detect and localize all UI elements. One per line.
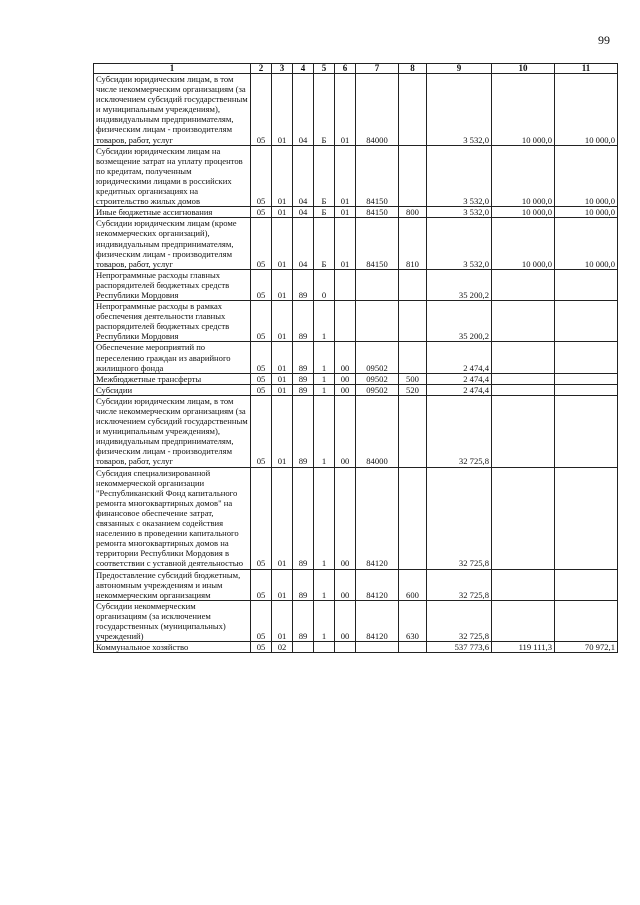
table-cell [293, 642, 314, 653]
table-cell: 01 [335, 207, 356, 218]
table-cell: 1 [314, 395, 335, 467]
table-cell: 05 [251, 269, 272, 300]
table-cell: 89 [293, 269, 314, 300]
table-cell: 09502 [356, 373, 399, 384]
table-cell: 05 [251, 642, 272, 653]
table-cell: 537 773,6 [427, 642, 492, 653]
table-cell [356, 642, 399, 653]
table-cell [492, 269, 555, 300]
table-cell [492, 467, 555, 569]
table-cell [555, 600, 618, 641]
table-cell: 01 [272, 569, 293, 600]
table-cell: 01 [272, 373, 293, 384]
table-cell: 89 [293, 301, 314, 342]
table-cell [399, 395, 427, 467]
table-cell: 0 [314, 269, 335, 300]
table-cell [492, 384, 555, 395]
table-cell [555, 342, 618, 373]
table-cell: 84120 [356, 467, 399, 569]
table-cell [399, 74, 427, 146]
column-header: 2 [251, 64, 272, 74]
table-cell [555, 373, 618, 384]
table-row [94, 269, 618, 300]
row-name-cell: Субсидии юридическим лицам, в том числе некоммерческим организациям (за исключением субсидий государственным и муниципальным учреждениям), индивидуальным предпринимателям, физическим лицам - производителям товаров, работ, услуг [94, 74, 251, 146]
column-header: 11 [555, 64, 618, 74]
column-header: 10 [492, 64, 555, 74]
table-cell: 10 000,0 [555, 74, 618, 146]
table-cell: 10 000,0 [492, 74, 555, 146]
table-cell [492, 600, 555, 641]
table-row [94, 569, 618, 600]
table-cell: Б [314, 74, 335, 146]
table-cell: 01 [272, 342, 293, 373]
column-header: 4 [293, 64, 314, 74]
table-cell: 84000 [356, 74, 399, 146]
table-cell [492, 373, 555, 384]
row-name-cell: Субсидии юридическим лицам на возмещение затрат на уплату процентов по кредитам, полученным юридическими лицами в российских кредитных организациях на строительство жилых домов [94, 145, 251, 207]
table-cell: 32 725,8 [427, 600, 492, 641]
table-cell: 2 474,4 [427, 342, 492, 373]
row-name-cell: Непрограммные расходы главных распорядителей бюджетных средств Республики Мордовия [94, 269, 251, 300]
table-cell: 89 [293, 395, 314, 467]
table-cell: 04 [293, 145, 314, 207]
table-cell: 84150 [356, 218, 399, 269]
table-cell: 500 [399, 373, 427, 384]
table-cell [492, 569, 555, 600]
table-cell: 04 [293, 218, 314, 269]
table-cell: 1 [314, 342, 335, 373]
table-cell: 02 [272, 642, 293, 653]
table-cell [356, 301, 399, 342]
table-cell: 10 000,0 [555, 207, 618, 218]
table-cell [492, 301, 555, 342]
table-cell: 89 [293, 373, 314, 384]
table-cell: 05 [251, 218, 272, 269]
table-cell: 05 [251, 373, 272, 384]
table-cell: 05 [251, 145, 272, 207]
table-cell: 10 000,0 [555, 145, 618, 207]
row-name-cell: Коммунальное хозяйство [94, 642, 251, 653]
table-cell: 04 [293, 207, 314, 218]
table-cell [555, 301, 618, 342]
table-cell: 05 [251, 384, 272, 395]
table-cell: 05 [251, 301, 272, 342]
table-cell [335, 301, 356, 342]
table-cell: 09502 [356, 384, 399, 395]
table-cell: 89 [293, 569, 314, 600]
table-cell: 10 000,0 [492, 145, 555, 207]
table-cell: 04 [293, 74, 314, 146]
table-cell: 35 200,2 [427, 269, 492, 300]
table-cell: 10 000,0 [492, 207, 555, 218]
table-cell: 05 [251, 395, 272, 467]
table-cell: 1 [314, 373, 335, 384]
table-cell: 84120 [356, 600, 399, 641]
table-row [94, 218, 618, 269]
table-cell: 1 [314, 467, 335, 569]
table-cell: 00 [335, 467, 356, 569]
table-cell: 35 200,2 [427, 301, 492, 342]
table-cell: 3 532,0 [427, 74, 492, 146]
column-header: 7 [356, 64, 399, 74]
table-row [94, 642, 618, 653]
table-cell: Б [314, 218, 335, 269]
table-cell: 01 [272, 207, 293, 218]
column-header: 5 [314, 64, 335, 74]
table-cell [399, 269, 427, 300]
table-cell: 2 474,4 [427, 373, 492, 384]
table-cell: 01 [272, 395, 293, 467]
table-cell: 810 [399, 218, 427, 269]
table-cell: 70 972,1 [555, 642, 618, 653]
table-cell: 600 [399, 569, 427, 600]
budget-table [93, 63, 618, 653]
table-cell [356, 269, 399, 300]
table-cell: 89 [293, 384, 314, 395]
table-cell: 01 [272, 269, 293, 300]
table-cell [555, 467, 618, 569]
table-cell [399, 145, 427, 207]
column-header: 6 [335, 64, 356, 74]
table-cell [555, 384, 618, 395]
table-row [94, 74, 618, 146]
table-row [94, 384, 618, 395]
header-row [94, 64, 618, 74]
row-name-cell: Субсидии юридическим лицам (кроме некоммерческих организаций), индивидуальным предпринимателям, физическим лицам - производителям товаров, работ, услуг [94, 218, 251, 269]
row-name-cell: Обеспечение мероприятий по переселению граждан из аварийного жилищного фонда [94, 342, 251, 373]
column-header: 8 [399, 64, 427, 74]
table-cell: 00 [335, 384, 356, 395]
table-row [94, 600, 618, 641]
table-cell: 01 [272, 218, 293, 269]
table-cell: 84000 [356, 395, 399, 467]
table-cell [314, 642, 335, 653]
table-cell: Б [314, 145, 335, 207]
table-cell [555, 269, 618, 300]
table-row [94, 301, 618, 342]
table-cell: 01 [272, 145, 293, 207]
table-row [94, 467, 618, 569]
table-cell: Б [314, 207, 335, 218]
table-cell: 01 [272, 600, 293, 641]
table-cell: 05 [251, 342, 272, 373]
table-cell: 10 000,0 [492, 218, 555, 269]
table-cell: 05 [251, 569, 272, 600]
table-cell [335, 269, 356, 300]
table-cell: 2 474,4 [427, 384, 492, 395]
table-cell [555, 569, 618, 600]
table-cell [492, 395, 555, 467]
page-number: 99 [598, 33, 610, 47]
table-body [94, 74, 618, 653]
table-cell: 01 [272, 74, 293, 146]
table-cell: 32 725,8 [427, 569, 492, 600]
row-name-cell: Субсидия специализированной некоммерческой организации "Республиканский Фонд капитального ремонта многоквартирных домов" на финансовое обеспечение затрат, связанных с оказанием содействия населению в проведении капитального ремонта многоквартирных домов на территории Республики Мордовия в соответствии с уставной деятельностью [94, 467, 251, 569]
table-cell: 00 [335, 569, 356, 600]
row-name-cell: Субсидии юридическим лицам, в том числе некоммерческим организациям (за исключением субсидий государственным и муниципальным учреждениям), индивидуальным предпринимателям, физическим лицам - производителям товаров, работ, услуг [94, 395, 251, 467]
table-cell: 89 [293, 467, 314, 569]
table-cell: 01 [272, 301, 293, 342]
table-cell: 1 [314, 384, 335, 395]
table-cell [335, 642, 356, 653]
column-header: 1 [94, 64, 251, 74]
table-cell: 84150 [356, 207, 399, 218]
table-cell: 00 [335, 600, 356, 641]
table-cell [555, 395, 618, 467]
table-cell: 09502 [356, 342, 399, 373]
table-row [94, 207, 618, 218]
table-cell [399, 467, 427, 569]
table-row [94, 373, 618, 384]
table-cell: 3 532,0 [427, 207, 492, 218]
column-header: 9 [427, 64, 492, 74]
table-row [94, 342, 618, 373]
table-cell: 3 532,0 [427, 145, 492, 207]
table-cell: 630 [399, 600, 427, 641]
table-cell [399, 342, 427, 373]
table-cell: 32 725,8 [427, 395, 492, 467]
table-cell [492, 342, 555, 373]
table-cell: 00 [335, 395, 356, 467]
column-header: 3 [272, 64, 293, 74]
table-cell: 05 [251, 207, 272, 218]
table-cell: 05 [251, 467, 272, 569]
table-cell: 119 111,3 [492, 642, 555, 653]
table-cell: 00 [335, 373, 356, 384]
table-row [94, 395, 618, 467]
table-cell [399, 642, 427, 653]
table-cell: 3 532,0 [427, 218, 492, 269]
table-cell: 32 725,8 [427, 467, 492, 569]
table-cell: 800 [399, 207, 427, 218]
table-cell: 00 [335, 342, 356, 373]
table-cell: 1 [314, 569, 335, 600]
row-name-cell: Субсидии [94, 384, 251, 395]
table-cell: 84150 [356, 145, 399, 207]
table-cell: 01 [335, 74, 356, 146]
table-cell: 84120 [356, 569, 399, 600]
table-cell: 520 [399, 384, 427, 395]
table-cell: 01 [272, 384, 293, 395]
table-cell: 1 [314, 600, 335, 641]
table-cell: 05 [251, 74, 272, 146]
table-cell: 1 [314, 301, 335, 342]
table-cell: 01 [272, 467, 293, 569]
row-name-cell: Субсидии некоммерческим организациям (за исключением государственных (муниципальных) учреждений) [94, 600, 251, 641]
table-cell: 10 000,0 [555, 218, 618, 269]
row-name-cell: Предоставление субсидий бюджетным, автономным учреждениям и иным некоммерческим организациям [94, 569, 251, 600]
table-cell: 89 [293, 342, 314, 373]
row-name-cell: Межбюджетные трансферты [94, 373, 251, 384]
row-name-cell: Непрограммные расходы в рамках обеспечения деятельности главных распорядителей бюджетных средств Республики Мордовия [94, 301, 251, 342]
table-cell: 89 [293, 600, 314, 641]
table-row [94, 145, 618, 207]
table-cell [399, 301, 427, 342]
table-cell: 01 [335, 218, 356, 269]
table-cell: 05 [251, 600, 272, 641]
row-name-cell: Иные бюджетные ассигнования [94, 207, 251, 218]
table-cell: 01 [335, 145, 356, 207]
